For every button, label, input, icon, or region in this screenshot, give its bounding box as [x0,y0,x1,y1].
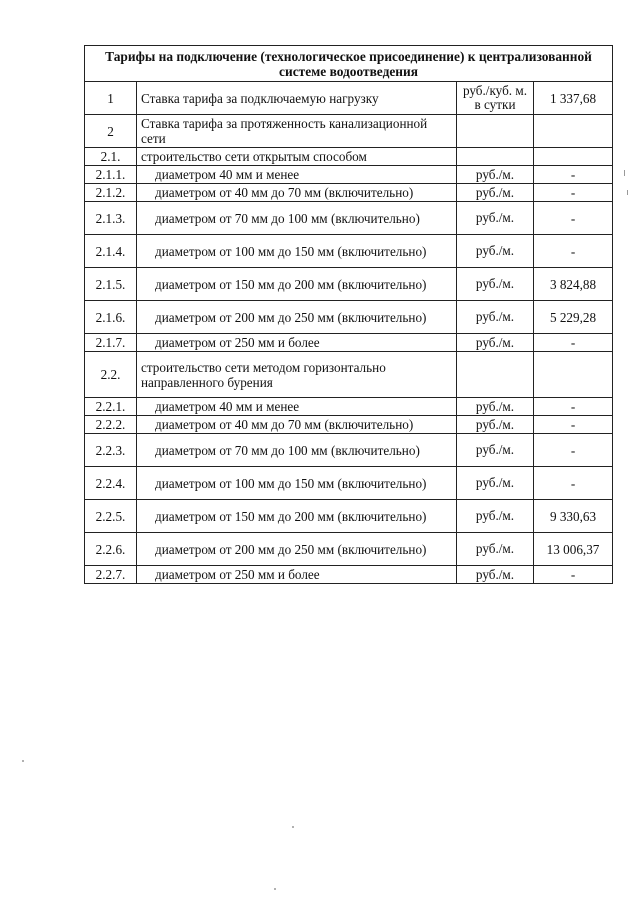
row-value-cell: - [534,398,613,416]
table-row [85,166,613,184]
row-unit-cell: руб./м. [457,500,534,533]
row-description-cell: диаметром от 40 мм до 70 мм (включительно) [137,416,457,434]
row-unit-cell: руб./м. [457,434,534,467]
row-description-cell: диаметром от 100 мм до 150 мм (включительно) [137,467,457,500]
row-description-cell: диаметром от 250 мм и более [137,334,457,352]
row-value-cell: - [534,202,613,235]
row-number-cell: 2.1.2. [85,184,137,202]
row-description-cell: строительство сети открытым способом [137,148,457,166]
row-value-cell: - [534,184,613,202]
row-value-cell: - [534,416,613,434]
row-description-cell: строительство сети методом горизонтально направленного бурения [137,352,457,398]
table-row [85,416,613,434]
row-number-cell: 2.2.5. [85,500,137,533]
table-row [85,566,613,584]
row-description-cell: диаметром 40 мм и менее [137,166,457,184]
row-number-cell: 1 [85,82,137,115]
row-number-cell: 2.1.1. [85,166,137,184]
scan-speck [292,826,294,828]
row-unit-cell: руб./м. [457,235,534,268]
row-value-cell: 13 006,37 [534,533,613,566]
row-number-cell: 2.2.3. [85,434,137,467]
row-unit-cell: руб./м. [457,166,534,184]
table-row [85,500,613,533]
row-value-cell: 5 229,28 [534,301,613,334]
row-number-cell: 2.1.7. [85,334,137,352]
table-row [85,398,613,416]
table-row [85,268,613,301]
row-description-cell: диаметром 40 мм и менее [137,398,457,416]
row-unit-cell: руб./м. [457,566,534,584]
row-number-cell: 2.2.1. [85,398,137,416]
scan-speck [274,888,276,890]
row-number-cell: 2.2.6. [85,533,137,566]
table-row [85,235,613,268]
row-description-cell: Ставка тарифа за подключаемую нагрузку [137,82,457,115]
row-description-cell: диаметром от 70 мм до 100 мм (включительно) [137,202,457,235]
row-number-cell: 2.2.4. [85,467,137,500]
row-value-cell [534,352,613,398]
tariff-table-body [85,82,613,584]
row-value-cell: - [534,334,613,352]
table-row [85,301,613,334]
row-description-cell: диаметром от 70 мм до 100 мм (включительно) [137,434,457,467]
row-unit-cell: руб./м. [457,334,534,352]
table-row [85,467,613,500]
scan-speck [627,190,628,195]
scan-speck [624,170,625,176]
row-unit-cell: руб./м. [457,533,534,566]
row-number-cell: 2.1.6. [85,301,137,334]
table-row [85,202,613,235]
scan-speck [22,760,24,762]
row-description-cell: диаметром от 250 мм и более [137,566,457,584]
table-row [85,352,613,398]
row-unit-cell: руб./м. [457,268,534,301]
table-row [85,434,613,467]
table-title: Тарифы на подключение (технологическое присоединение) к централизованной системе водоотведения [85,46,613,82]
row-value-cell: - [534,467,613,500]
tariff-table [84,45,613,584]
table-row [85,82,613,115]
table-row [85,115,613,148]
row-unit-cell: руб./куб. м. в сутки [457,82,534,115]
row-value-cell: - [534,566,613,584]
row-value-cell: - [534,235,613,268]
row-unit-cell: руб./м. [457,301,534,334]
row-value-cell [534,115,613,148]
row-unit-cell: руб./м. [457,416,534,434]
row-number-cell: 2.1. [85,148,137,166]
row-value-cell: 1 337,68 [534,82,613,115]
row-value-cell: 3 824,88 [534,268,613,301]
row-number-cell: 2.2. [85,352,137,398]
row-description-cell: диаметром от 200 мм до 250 мм (включительно) [137,301,457,334]
row-description-cell: диаметром от 200 мм до 250 мм (включительно) [137,533,457,566]
row-unit-cell: руб./м. [457,467,534,500]
row-number-cell: 2.1.4. [85,235,137,268]
row-value-cell: - [534,434,613,467]
table-row [85,334,613,352]
row-description-cell: Ставка тарифа за протяженность канализационной сети [137,115,457,148]
table-row [85,184,613,202]
row-number-cell: 2 [85,115,137,148]
row-description-cell: диаметром от 150 мм до 200 мм (включительно) [137,268,457,301]
row-unit-cell [457,115,534,148]
row-value-cell: 9 330,63 [534,500,613,533]
row-value-cell: - [534,166,613,184]
row-value-cell [534,148,613,166]
row-unit-cell: руб./м. [457,398,534,416]
row-description-cell: диаметром от 150 мм до 200 мм (включительно) [137,500,457,533]
table-row [85,533,613,566]
row-number-cell: 2.1.3. [85,202,137,235]
row-number-cell: 2.2.2. [85,416,137,434]
row-description-cell: диаметром от 40 мм до 70 мм (включительно) [137,184,457,202]
row-description-cell: диаметром от 100 мм до 150 мм (включительно) [137,235,457,268]
table-row [85,148,613,166]
row-number-cell: 2.1.5. [85,268,137,301]
row-unit-cell: руб./м. [457,202,534,235]
row-unit-cell [457,352,534,398]
row-unit-cell: руб./м. [457,184,534,202]
row-unit-cell [457,148,534,166]
row-number-cell: 2.2.7. [85,566,137,584]
